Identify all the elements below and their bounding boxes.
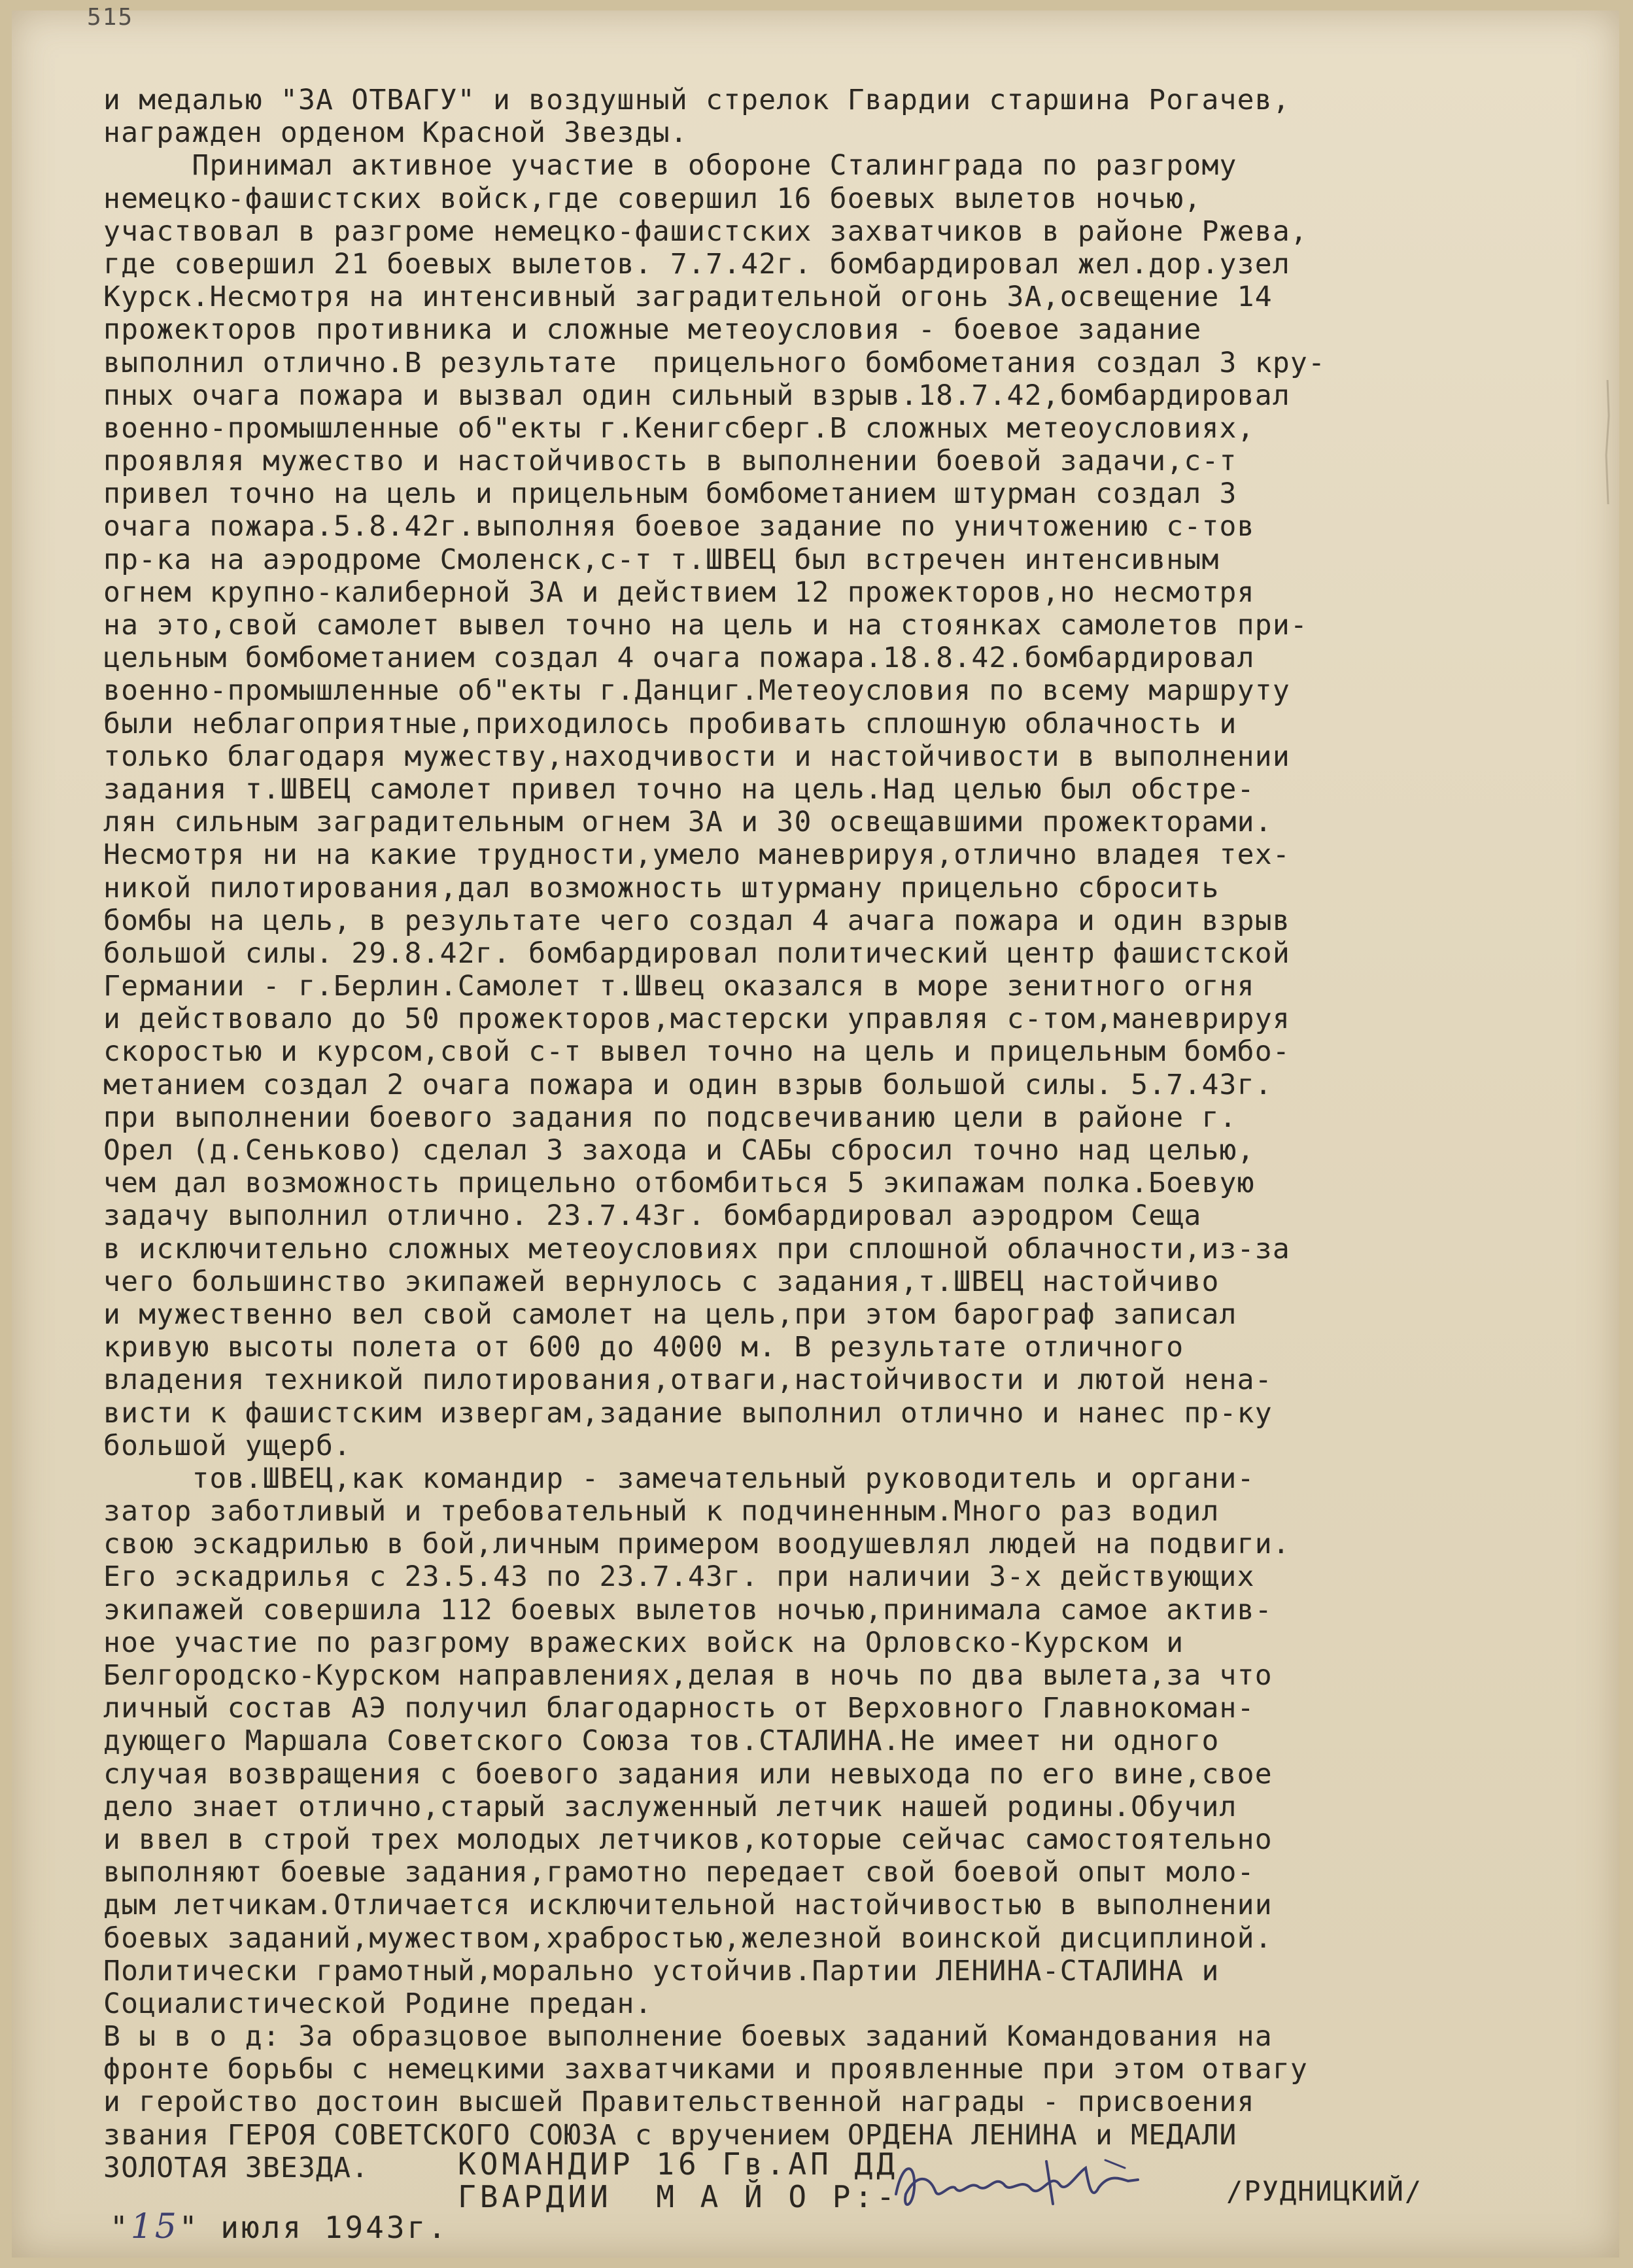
body-line: военно-промышленные об"екты г.Данциг.Метеоусловия по всему маршруту: [103, 674, 1290, 708]
body-line: Принимал активное участие в обороне Сталинграда по разгрому: [103, 149, 1237, 182]
body-line: Курск.Несмотря на интенсивный заградительной огонь ЗА,освещение 14: [103, 281, 1273, 314]
body-line: фронте борьбы с немецкими захватчиками и проявленные при этом отвагу: [103, 2053, 1308, 2086]
body-line: Его эскадрилья с 23.5.43 по 23.7.43г. при наличии 3-х действующих: [103, 1560, 1255, 1594]
body-line: бомбы на цель, в результате чего создал 4 ачага пожара и один взрыв: [103, 904, 1290, 937]
body-line: цельным бомбометанием создал 4 очага пожара.18.8.42.бомбардировал: [103, 642, 1255, 675]
body-line: случая возвращения с боевого задания или невыхода по его вине,свое: [103, 1757, 1273, 1791]
body-line: никой пилотирования,дал возможность штурману прицельно сбросить: [103, 871, 1220, 904]
document-page: [12, 4, 1619, 2258]
body-line: боевых заданий,мужеством,храбростью,железной воинской дисциплиной.: [103, 1921, 1273, 1955]
body-line: лян сильным заградительным огнем ЗА и 30 освещавшими прожекторами.: [103, 806, 1273, 839]
body-line: прожекторов противника и сложные метеоусловия - боевое задание: [103, 313, 1202, 347]
body-line: где совершил 21 боевых вылетов. 7.7.42г. бомбардировал жел.дор.узел: [103, 247, 1290, 281]
date-day-handwritten: 15: [130, 2207, 179, 2246]
body-line: пных очага пожара и вызвал один сильный взрыв.18.7.42,бомбардировал: [103, 379, 1290, 412]
body-line: Орел (д.Сеньково) сделал 3 захода и САБы сбросил точно над целью,: [103, 1134, 1255, 1167]
body-line: ное участие по разгрому вражеских войск на Орловско-Курском и: [103, 1626, 1184, 1659]
body-line: огнем крупно-калиберной ЗА и действием 12 прожекторов,но несмотря: [103, 576, 1255, 609]
body-line: личный состав АЭ получил благодарность от Верховного Главнокоман-: [103, 1692, 1255, 1725]
body-line: выполнил отлично.В результате прицельного бомбометания создал 3 кру-: [103, 346, 1326, 379]
body-line: звания ГЕРОЯ СОВЕТСКОГО СОЮЗА с вручением ОРДЕНА ЛЕНИНА и МЕДАЛИ: [103, 2118, 1237, 2152]
body-line: в исключительно сложных метеоусловиях при сплошной облачности,из-за: [103, 1232, 1290, 1265]
body-line: пр-ка на аэродроме Смоленск,с-т т.ШВЕЦ был встречен интенсивным: [103, 543, 1220, 576]
body-line: на это,свой самолет вывел точно на цель и на стоянках самолетов при-: [103, 609, 1308, 642]
body-line: при выполнении боевого задания по подсвечиванию цели в районе г.: [103, 1101, 1237, 1134]
body-line: участвовал в разгроме немецко-фашистских захватчиков в районе Ржева,: [103, 215, 1308, 248]
body-line: скоростью и курсом,свой с-т вывел точно на цель и прицельным бомбо-: [103, 1035, 1290, 1069]
body-line: военно-промышленные об"екты г.Кенигсберг.В сложных метеоусловиях,: [103, 411, 1255, 445]
edge-mark: [1594, 377, 1621, 507]
body-line: выполняют боевые задания,грамотно передает свой боевой опыт моло-: [103, 1856, 1255, 1889]
body-line: награжден орденом Красной Звезды.: [103, 116, 688, 150]
body-line: дующего Маршала Советского Союза тов.СТАЛИНА.Не имеет ни одного: [103, 1725, 1220, 1758]
signatory-title-line-2: ГВАРДИИ М А Й О Р:-: [458, 2179, 899, 2214]
signatory-name: /РУДНИЦКИЙ/: [1226, 2175, 1423, 2207]
date-rest: " июля 1943г.: [179, 2210, 449, 2245]
document-date: "15" июля 1943г.: [110, 2207, 449, 2246]
body-line: чего большинство экипажей вернулось с задания,т.ШВЕЦ настойчиво: [103, 1265, 1220, 1298]
body-line: проявляя мужество и настойчивость в выполнении боевой задачи,с-т: [103, 445, 1237, 478]
body-line: Социалистической Родине предан.: [103, 1987, 653, 2020]
body-line: и медалью "ЗА ОТВАГУ" и воздушный стрелок Гвардии старшина Рогачев,: [103, 84, 1290, 116]
body-line: владения техникой пилотирования,отваги,настойчивости и лютой нена-: [103, 1364, 1273, 1397]
body-line: задачу выполнил отлично. 23.7.43г. бомбардировал аэродром Сеща: [103, 1199, 1202, 1233]
body-line: Несмотря ни на какие трудности,умело маневрируя,отлично владея тех-: [103, 838, 1290, 872]
body-line: и мужественно вел свой самолет на цель,при этом барограф записал: [103, 1297, 1237, 1331]
body-line: В ы в о д: За образцовое выполнение боевых заданий Командования на: [103, 2020, 1273, 2053]
body-line: привел точно на цель и прицельным бомбометанием штурман создал 3: [103, 477, 1237, 511]
body-line: затор заботливый и требовательный к подчиненным.Много раз водил: [103, 1495, 1220, 1528]
page-number: 515: [87, 4, 134, 31]
body-line: свою эскадрилью в бой,личным примером воодушевлял людей на подвиги.: [103, 1528, 1290, 1561]
body-line: дым летчикам.Отличается исключительной настойчивостью в выполнении: [103, 1889, 1273, 1922]
body-line: чем дал возможность прицельно отбомбиться 5 экипажам полка.Боевую: [103, 1167, 1255, 1200]
body-line: большой ущерб.: [103, 1429, 352, 1462]
body-line: Белгородско-Курском направлениях,делая в ночь по два вылета,за что: [103, 1659, 1273, 1692]
body-line: только благодаря мужеству,находчивости и настойчивости в выполнении: [103, 740, 1290, 773]
body-line: и действовало до 50 прожекторов,мастерски управляя с-том,маневрируя: [103, 1003, 1290, 1036]
body-line: тов.ШВЕЦ,как командир - замечательный руководитель и органи-: [103, 1462, 1255, 1495]
body-line: висти к фашистским извергам,задание выполнил отлично и нанес пр-ку: [103, 1396, 1273, 1430]
body-line: немецко-фашистских войск,где совершил 16 боевых вылетов ночью,: [103, 182, 1202, 215]
signatory-title-line-1: КОМАНДИР 16 Гв.АП ДД: [458, 2146, 899, 2182]
body-line: Германии - г.Берлин.Самолет т.Швец оказался в море зенитного огня: [103, 970, 1255, 1003]
body-line: и геройство достоин высшей Правительственной награды - присвоения: [103, 2086, 1255, 2119]
body-line: задания т.ШВЕЦ самолет привел точно на цель.Над целью был обстре-: [103, 772, 1255, 806]
body-line: и ввел в строй трех молодых летчиков,которые сейчас самостоятельно: [103, 1823, 1273, 1856]
body-line: кривую высоты полета от 600 до 4000 м. В результате отличного: [103, 1331, 1184, 1364]
body-line: экипажей совершила 112 боевых вылетов ночью,принимала самое актив-: [103, 1593, 1273, 1626]
body-line: дело знает отлично,старый заслуженный летчик нашей родины.Обучил: [103, 1790, 1237, 1823]
body-line: большой силы. 29.8.42г. бомбардировал политический центр фашистской: [103, 936, 1290, 970]
body-line: были неблагоприятные,приходилось пробивать сплошную облачность и: [103, 707, 1237, 740]
body-line: ЗОЛОТАЯ ЗВЕЗДА.: [103, 2151, 370, 2184]
body-line: метанием создал 2 очага пожара и один взрыв большой силы. 5.7.43г.: [103, 1068, 1273, 1101]
body-line: очага пожара.5.8.42г.выполняя боевое задание по уничтожению с-тов: [103, 510, 1255, 543]
body-text: [103, 84, 1607, 2184]
body-line: Политически грамотный,морально устойчив.Партии ЛЕНИНА-СТАЛИНА и: [103, 1954, 1220, 1987]
